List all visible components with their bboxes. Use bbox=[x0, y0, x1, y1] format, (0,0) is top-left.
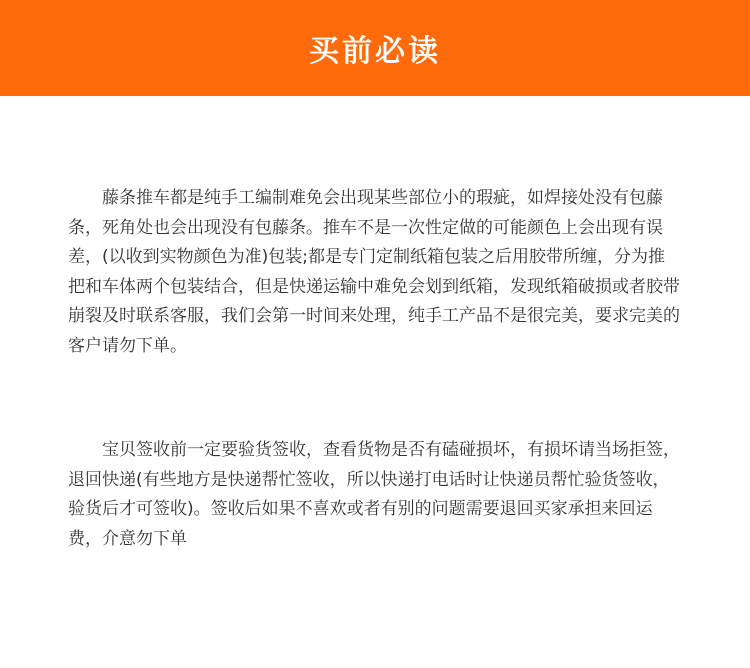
notice-paragraph-inspection: 宝贝签收前一定要验货签收，查看货物是否有磕碰损坏，有损坏请当场拒签，退回快递(有些地方是快递帮忙签收，所以快递打电话时让快递员帮忙验货签收，验货后才可签收)。签收后如果不喜欢或者有别的问题需要退回买家承担来回运费，介意勿下单 bbox=[68, 440, 680, 549]
banner-title: 买前必读 bbox=[309, 34, 441, 69]
header-banner bbox=[0, 0, 750, 96]
notice-paragraph-quality: 藤条推车都是纯手工编制难免会出现某些部位小的瑕疵，如焊接处没有包藤条，死角处也会出现没有包藤条。推车不是一次性定做的可能颜色上会出现有误差，(以收到实物颜色为准)包装;都是专门定制纸箱包装之后用胶带所缠，分为推把和车体两个包装结合，但是快递运输中难免会划到纸箱，发现纸箱破损或者胶带崩裂及时联系客服，我们会第一时间来处理，纯手工产品不是很完美，要求完美的客户请勿下单。 bbox=[68, 188, 680, 356]
